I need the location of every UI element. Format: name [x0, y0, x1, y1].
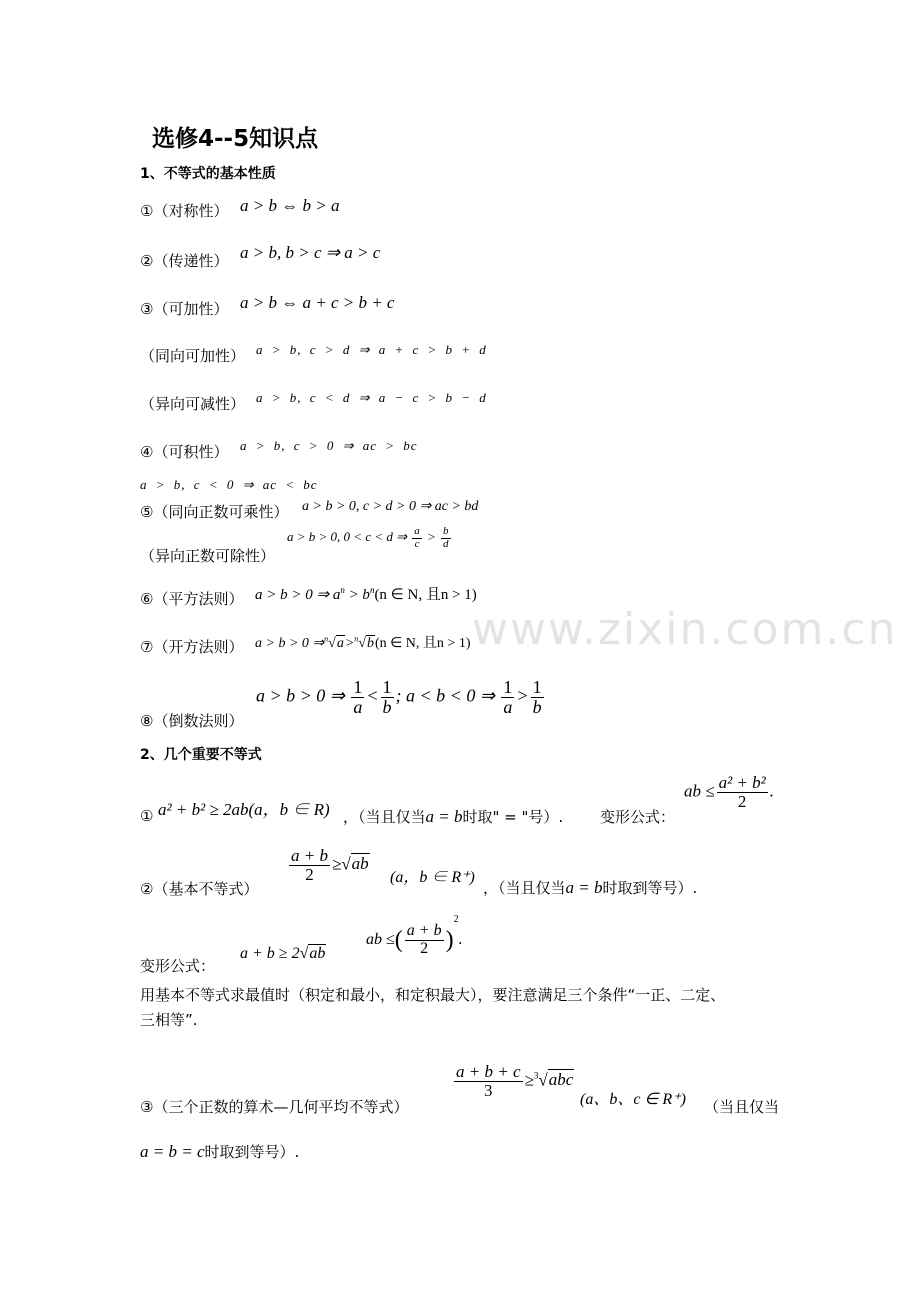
inequality-note-1: [343, 806, 563, 827]
relation: >: [344, 636, 355, 651]
period: .: [458, 931, 463, 948]
formula-condition: (a，b ∈ R): [248, 800, 330, 819]
property-label-positive-div: （异向正数可除性）: [140, 547, 276, 565]
numerator: a + b + c: [456, 1062, 521, 1081]
period: .: [769, 781, 775, 801]
property-label-power: ⑥（平方法则）: [140, 590, 244, 608]
denominator: 3: [484, 1080, 493, 1100]
property-label-transitive: ②（传递性）: [140, 252, 229, 270]
relation: >: [427, 529, 436, 545]
inequality-formula-2: $\frac{a + b}{2}$ ≥√ab: [291, 846, 369, 884]
formula-part: a > b > 0, 0 < c < d ⇒: [287, 529, 408, 545]
note-text: ，（当且仅当: [483, 879, 566, 897]
property-label-opposite-sub: （异向可减性）: [140, 395, 246, 413]
equality-condition: a = b: [565, 878, 603, 897]
numerator: a + b: [291, 846, 328, 865]
property-label-root: ⑦（开方法则）: [140, 638, 244, 656]
radicand: ab: [351, 854, 369, 874]
note-text: 时取到等号）.: [204, 1143, 300, 1161]
property-formula-symmetry: a > b ⇔ b > a: [240, 196, 340, 215]
usage-note-line-1: 用基本不等式求最值时（积定和最小，和定积最大），要注意满足三个条件“一正、二定、: [140, 986, 726, 1004]
inequality-note-3a: （当且仅当: [704, 1098, 780, 1116]
equality-condition: a = b: [425, 807, 463, 826]
property-formula-multiplicative-pos: a > b, c > 0 ⇒ ac > bc: [240, 438, 418, 453]
inequality-label-1: ①: [140, 807, 154, 825]
radicand: ab: [309, 945, 326, 962]
fraction-1-over-a: [501, 678, 514, 717]
exponent: 2: [453, 914, 459, 925]
formula-part: a > b > 0 ⇒: [255, 636, 325, 651]
formula-part: ab ≤: [684, 781, 715, 801]
variant-label-1: 变形公式：: [600, 808, 676, 826]
fraction-abc-over-3: [454, 1063, 523, 1100]
fraction-a-plus-b-over-2: [289, 847, 330, 884]
variant-label-2: 变形公式：: [140, 957, 216, 975]
radicand: b: [366, 636, 374, 651]
fraction-1-over-b: [381, 678, 394, 717]
root-index: n: [324, 634, 329, 644]
property-label-additive: ③（可加性）: [140, 300, 229, 318]
note-text: 时取" = "号）.: [462, 808, 564, 826]
denominator: 2: [305, 864, 314, 884]
fraction-a-plus-b-over-2: [405, 923, 444, 958]
denominator: c: [414, 537, 420, 550]
property-label-reciprocal: ⑧（倒数法则）: [140, 712, 244, 730]
property-label-positive-mult: ⑤（同向正数可乘性）: [140, 503, 289, 521]
variant-formula-1: [684, 774, 774, 811]
inequality-label-2: ②（基本不等式）: [140, 880, 259, 898]
inequality-note-3b: [140, 1141, 299, 1162]
inequality-formula-3: $\frac{a + b + c}{3}$ ≥$^3$√abc: [456, 1062, 574, 1100]
equality-condition: a = b = c: [140, 1142, 205, 1161]
property-formula-same-direction-add: a > b, c > d ⇒ a + c > b + d: [256, 342, 487, 357]
formula-condition: (n ∈ N, 且n > 1): [374, 587, 477, 603]
property-formula-opposite-sub: a > b, c < d ⇒ a − c > b − d: [256, 390, 487, 405]
numerator: 1: [382, 677, 392, 697]
numerator: a: [414, 525, 420, 537]
numerator: 1: [503, 677, 513, 697]
denominator: b: [382, 696, 392, 717]
usage-note-line-2: 三相等”.: [140, 1011, 198, 1029]
root-index: n: [354, 634, 359, 644]
formula-part: a > b > 0 ⇒: [256, 685, 345, 706]
formula-part: ; a < b < 0 ⇒: [395, 685, 495, 706]
radicand: a: [336, 636, 344, 651]
note-text: 时取到等号）.: [602, 879, 698, 897]
numerator: a + b: [406, 922, 442, 940]
denominator: 2: [737, 791, 747, 811]
property-formula-positive-div: [287, 526, 453, 550]
inequality-label-3: ③（三个正数的算术—几何平均不等式）: [140, 1098, 409, 1116]
property-formula-positive-mult: a > b > 0, c > d > 0 ⇒ ac > bd: [302, 499, 479, 514]
property-formula-multiplicative-neg: a > b, c < 0 ⇒ ac < bc: [140, 477, 318, 492]
numerator: 1: [353, 677, 363, 697]
property-label-multiplicative: ④（可积性）: [140, 443, 229, 461]
numerator: 1: [532, 677, 542, 697]
property-label-same-direction-add: （同向可加性）: [140, 347, 246, 365]
denominator: 2: [420, 939, 429, 957]
fraction-1-over-b: [531, 678, 544, 717]
fraction-sum-squares: [717, 774, 768, 811]
property-formula-power: [255, 583, 477, 604]
relation: <: [366, 685, 379, 706]
numerator: a² + b²: [718, 773, 766, 792]
root-index: 3: [533, 1070, 539, 1081]
property-label-symmetry: ①（对称性）: [140, 202, 229, 220]
numerator: b: [443, 525, 449, 537]
inequality-note-2: [483, 877, 697, 898]
inequality-formula-1: [158, 795, 330, 820]
formula-part: ab ≤: [366, 931, 395, 948]
formula-part: a + b ≥ 2: [240, 945, 300, 962]
exponent: n: [340, 585, 345, 595]
watermark: www.zixin.com.cn: [472, 604, 898, 655]
fraction-1-over-a: [351, 678, 364, 717]
inequality-condition-2: (a，b ∈ R⁺): [390, 869, 475, 886]
variant-formula-2a: a + b ≥ 2√ab: [240, 945, 326, 962]
property-formula-reciprocal: [256, 678, 546, 717]
section-heading-2: 2、几个重要不等式: [140, 747, 262, 763]
formula-condition: (n ∈ N, 且n > 1): [374, 636, 471, 651]
denominator: a: [503, 696, 513, 717]
fraction-b-over-d: [441, 526, 451, 550]
denominator: d: [443, 537, 449, 550]
exponent: n: [369, 585, 375, 595]
formula-part: a² + b² ≥ 2ab: [158, 800, 249, 819]
variant-formula-2b: ab ≤( $\frac{a + b}{2}$ )$^2$.: [366, 914, 463, 957]
relation: ≥: [524, 1070, 534, 1090]
radicand: abc: [548, 1070, 574, 1090]
formula-part: a > b > 0 ⇒ a: [255, 587, 341, 603]
denominator: b: [532, 696, 542, 717]
relation: ≥: [331, 854, 342, 874]
property-formula-transitive: a > b, b > c ⇒ a > c: [240, 243, 381, 262]
page-title: 选修4--5知识点: [152, 126, 319, 152]
property-formula-additive: a > b ⇔ a + c > b + c: [240, 293, 395, 312]
inequality-condition-3: (a、b、c ∈ R⁺): [580, 1091, 686, 1108]
relation: >: [516, 685, 529, 706]
note-text: ，（当且仅当: [343, 808, 426, 826]
property-formula-root: a > b > 0 ⇒$^n$√a>$^n$√b(n ∈ N, 且n > 1): [255, 634, 471, 651]
formula-part: > b: [344, 587, 370, 603]
denominator: a: [353, 696, 363, 717]
section-heading-1: 1、不等式的基本性质: [140, 166, 276, 182]
fraction-a-over-c: [412, 526, 422, 550]
